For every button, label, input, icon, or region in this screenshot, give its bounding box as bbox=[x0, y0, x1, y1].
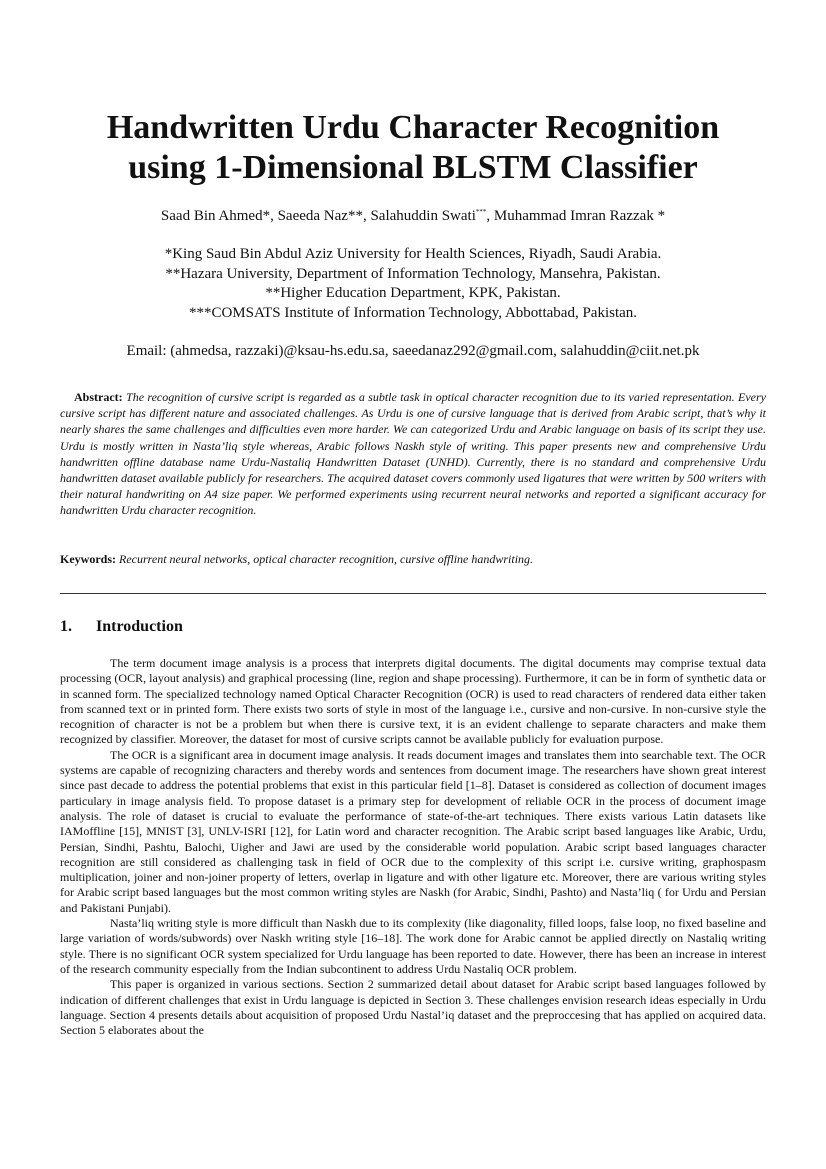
title-line-1: Handwritten Urdu Character Recognition bbox=[106, 109, 720, 146]
abstract-text: The recognition of cursive script is regarded as a subtle task in optical character recognition due to its varied representation. Every cursive script has different nature and associated challenges. As Urdu is one of cursive language that is derived from Arabic script, that’s why it nearly shares the same challenges and difficulties even more harder. We can categorized Urdu and Arabic language on basis of its script they use. Urdu is mostly written in Nasta’liq style whereas, Arabic follows Naskh style of writing. This paper presents new and comprehensive Urdu handwritten offline database name Urdu-Nastaliq Handwritten Dataset (UNHD). Currently, there is no standard and comprehensive Urdu handwritten dataset available publicly for researchers. The acquired dataset covers commonly used ligatures that were written by 500 writers with their natural handwriting on A4 size paper. We performed experiments using recurrent neural networks and reported a significant accuracy for handwritten Urdu character recognition. bbox=[60, 390, 766, 518]
affiliation-4: ***COMSATS Institute of Information Technology, Abbottabad, Pakistan. bbox=[188, 304, 638, 321]
author-2: Saeeda Naz**, bbox=[277, 208, 371, 224]
section-heading bbox=[60, 617, 183, 637]
keywords-label: Keywords: bbox=[60, 552, 116, 566]
paper-title bbox=[40, 108, 786, 188]
author-list bbox=[40, 206, 786, 226]
email-line: Email: (ahmedsa, razzaki)@ksau-hs.edu.sa, saeedanaz292@gmail.com, salahuddin@ciit.net.pk bbox=[126, 343, 700, 359]
affiliation-2: **Hazara University, Department of Information Technology, Mansehra, Pakistan. bbox=[165, 265, 661, 282]
horizontal-divider bbox=[60, 593, 766, 594]
affiliations bbox=[40, 245, 786, 323]
affiliation-3: **Higher Education Department, KPK, Pakistan. bbox=[265, 285, 561, 301]
paragraph-4: This paper is organized in various sections. Section 2 summarized detail about dataset for Arabic script based languages followed by indication of different challenges that exist in Urdu language is depicted in Section 3. These challenges envision research ideas especially in Urdu language. Section 4 presents details about acquisition of proposed Urdu Nastal’iq dataset and the preproccesing that has applied on acquired data. Section 5 elaborates about the bbox=[60, 977, 766, 1038]
author-4: Muhammad Imran Razzak * bbox=[493, 208, 666, 224]
abstract bbox=[60, 389, 766, 519]
paragraph-3: Nasta’liq writing style is more difficult than Naskh due to its complexity (like diagonality, filled loops, false loop, no fixed baseline and large variation of words/subwords) over Naskh writing style [16–18]. The work done for Arabic cannot be applied directly on Nastaliq writing style. There is no significant OCR system specialized for Urdu language has been reported to date. However, there has been an increase in interest of the research community especially from the Indian subcontinent to address Urdu Nastaliq OCR problem. bbox=[60, 916, 766, 976]
author-separator: , bbox=[486, 208, 494, 224]
affiliation-1: *King Saud Bin Abdul Aziz University for Health Sciences, Riyadh, Saudi Arabia. bbox=[164, 246, 662, 262]
paragraph-1: The term document image analysis is a process that interprets digital documents. The digital documents may comprise textual data processing (OCR, layout analysis) and graphical processing (line, region and shape processing). Furthermore, it can be in form of synthetic data or in scanned form. The specialized technology named Optical Character Recognition (OCR) is used to read characters of rendered data either taken from scanned text or in printed form. There exists two sorts of style in most of the language i.e., cursive and non-cursive. In non-cursive style the recognition of character is not be a problem but when there is cursive text, it is an evident challenge to separate characters and make them recognized by classifier. Moreover, the dataset for most of cursive scripts cannot be available publicly for evaluation purpose. bbox=[60, 656, 766, 747]
abstract-label: Abstract: bbox=[74, 390, 123, 404]
title-line-2: using 1-Dimensional BLSTM Classifier bbox=[128, 149, 698, 186]
author-3-marker: *** bbox=[475, 208, 487, 216]
keywords-value: Recurrent neural networks, optical character recognition, cursive offline handwriting. bbox=[119, 552, 534, 566]
keywords bbox=[60, 551, 766, 567]
paragraph-2: The OCR is a significant area in document image analysis. It reads document images and translates them into searchable text. The OCR systems are capable of recognizing characters and thereby words and sentences from document image. The researchers have shown great interest since past decade to address the potential problems that exist in this particular field [1–8]. Dataset is considered as collection of document images particulary in image analysis field. To propose dataset is a primary step for development of reliable OCR in the process of document image analysis. The role of dataset is crucial to evaluate the performance of state-of-the-art techniques. There exists various Latin datasets like IAMoffline [15], MNIST [3], UNLV-ISRI [12], for Latin word and character recognition. The Arabic script based languages like Arabic, Urdu, Persian, Sindhi, Pashtu, Balochi, Uigher and Jawi are used by the considerable world population. Arabic script based languages character recognition are still considered as challenging task in field of OCR due to the complexity of this script i.e. cursive writing, graphospasm multiplication, joiner and non-joiner property of letters, overlap in ligature and with other ligature etc. Moreover, there are various writing styles for Arabic script based languages but the most common writing styles are Naskh (for Arabic, Sindhi, Pashto) and Nasta’liq ( for Urdu and Persian and Pakistani Punjabi). bbox=[60, 747, 766, 915]
section-title-text: Introduction bbox=[96, 618, 183, 635]
author-1: Saad Bin Ahmed*, bbox=[160, 208, 278, 224]
section-number: 1. bbox=[60, 618, 72, 635]
introduction-body bbox=[60, 656, 766, 1038]
author-3: Salahuddin Swati bbox=[370, 208, 476, 224]
